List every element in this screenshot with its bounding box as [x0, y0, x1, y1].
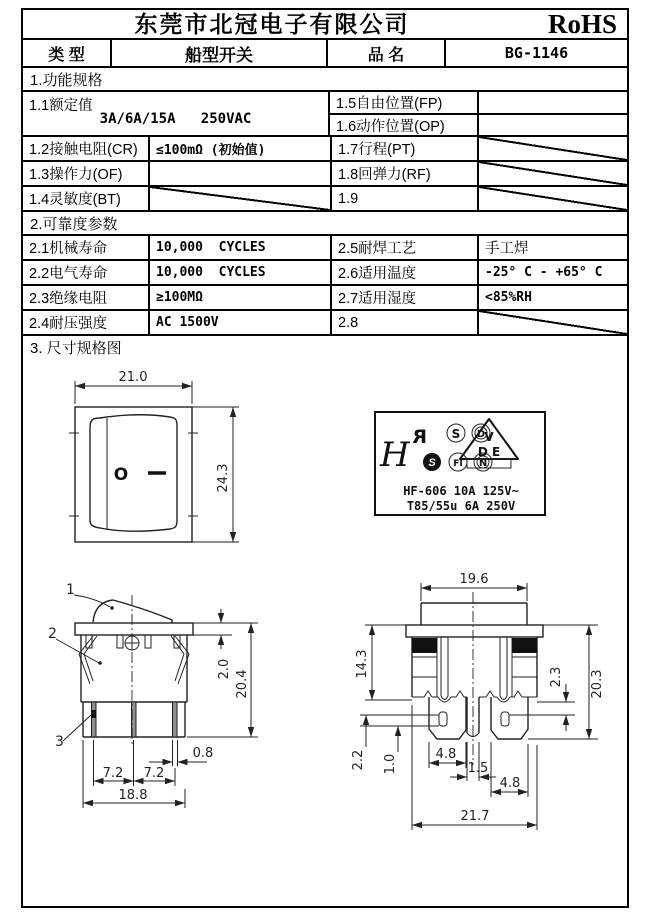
- front-view-drawing: [69, 370, 239, 542]
- reliability-row-1: [23, 236, 627, 261]
- demko-icon: D: [476, 429, 486, 440]
- ul-recognized-icon: R: [412, 426, 427, 448]
- end-view-drawing: [351, 572, 605, 830]
- rocker-off-marking: O: [113, 465, 129, 485]
- rf-value-slash: [477, 162, 627, 185]
- pitch-left-dim: 7.2: [102, 766, 124, 781]
- callout-2: 2: [48, 626, 57, 642]
- rated-row: [23, 92, 627, 137]
- pt-value-slash: [477, 137, 627, 160]
- solder-value: 手工焊: [477, 236, 627, 259]
- pitch-right-dim: 7.2: [143, 766, 165, 781]
- section1-title: 1.功能规格: [23, 68, 627, 92]
- side-height-dim: 20.4: [235, 669, 250, 699]
- op-value: [477, 115, 627, 136]
- snap-clip-right: [512, 638, 537, 653]
- tab-left-width-dim: 4.8: [435, 747, 457, 762]
- actuator-width-dim: 19.6: [459, 572, 489, 587]
- hole-offset-dim: 2.2: [351, 749, 366, 771]
- fp-op-cells: [330, 92, 627, 135]
- mech-life-label: 2.1机械寿命: [29, 241, 108, 257]
- header-row: [23, 10, 627, 40]
- pt-label: 1.7行程(PT): [330, 137, 477, 160]
- svg-text:V: V: [484, 430, 494, 444]
- temp-value: -25° C - +65° C: [477, 261, 627, 284]
- reliability-row-2: [23, 261, 627, 286]
- cert-rating-line2: T85/55u 6A 250V: [406, 499, 516, 513]
- cr-value: ≤100mΩ (初始值): [148, 137, 330, 160]
- of-label: 1.3操作力(OF): [29, 167, 123, 183]
- certification-marks: [375, 412, 545, 515]
- solder-label: 2.5耐焊工艺: [330, 236, 477, 259]
- front-height-dim: 24.3: [216, 463, 231, 493]
- op-label: 1.6动作位置(OP): [336, 119, 445, 135]
- nemko-icon: N: [478, 458, 488, 469]
- name-value: BG-1146: [444, 40, 627, 66]
- bt-19-row: [23, 187, 627, 212]
- rf-label: 1.8回弹力(RF): [330, 162, 477, 185]
- side-view-drawing: [48, 582, 258, 808]
- tab-right-width-dim: 4.8: [499, 776, 521, 791]
- body-width-dim: 18.8: [118, 788, 148, 803]
- bt-label: 1.4灵敏度(BT): [29, 192, 121, 208]
- insulation-value: ≥100MΩ: [148, 286, 330, 309]
- bt-value-slash: [148, 187, 330, 210]
- item19-label: 1.9: [330, 187, 477, 210]
- elec-life-value: 10,000 CYCLES: [148, 261, 330, 284]
- withstand-value: AC 1500V: [148, 311, 330, 334]
- cr-label: 1.2接触电阻(CR): [29, 142, 138, 158]
- rated-value: 3A/6A/15A 250VAC: [99, 111, 252, 127]
- op-row: [330, 115, 627, 136]
- fp-label: 1.5自由位置(FP): [336, 96, 443, 112]
- of-value: [148, 162, 330, 185]
- humidity-label: 2.7适用湿度: [330, 286, 477, 309]
- flange-thickness-dim: 2.0: [217, 658, 232, 680]
- elec-life-label: 2.2电气寿命: [29, 266, 108, 282]
- insulation-label: 2.3绝缘电阻: [29, 291, 108, 307]
- h-approval-icon: H: [380, 435, 410, 475]
- semko-icon: S: [451, 427, 461, 441]
- hole-height-dim: 1.0: [383, 753, 398, 775]
- reliability-row-3: [23, 286, 627, 311]
- item28-label: 2.8: [330, 311, 477, 334]
- reliability-row-4: [23, 311, 627, 336]
- fp-row: [330, 92, 627, 115]
- end-total-width-dim: 21.7: [460, 809, 490, 824]
- slot-width-dim: 1.5: [467, 761, 489, 776]
- section2-title: 2.可靠度参数: [23, 212, 627, 236]
- fimko-icon: FI: [453, 459, 463, 469]
- rated-label: 1.1额定值: [29, 98, 93, 114]
- front-width-dim: 21.0: [118, 370, 148, 385]
- product-row: [23, 40, 627, 68]
- snap-clip-left: [412, 638, 437, 653]
- mech-life-value: 10,000 CYCLES: [148, 236, 330, 259]
- end-total-height-dim: 20.3: [590, 669, 605, 699]
- temp-label: 2.6适用温度: [330, 261, 477, 284]
- rated-cell: [23, 92, 330, 135]
- end-body-height-dim: 14.3: [355, 649, 370, 679]
- callout-1: 1: [66, 582, 75, 598]
- fp-value: [477, 92, 627, 113]
- svg-text:D E: D E: [477, 445, 501, 459]
- company-name: 东莞市北冠电子有限公司: [134, 11, 410, 37]
- humidity-value: <85%RH: [477, 286, 627, 309]
- of-rf-row: [23, 162, 627, 187]
- callout-3: 3: [55, 734, 64, 750]
- pin-thickness-dim: 0.8: [192, 746, 214, 761]
- cert-rating-line1: HF-606 10A 125V~: [403, 484, 519, 498]
- filled-cert-letter: S: [428, 457, 436, 469]
- cr-pt-row: [23, 137, 627, 162]
- rohs-badge: RoHS: [547, 9, 617, 39]
- dimension-drawings: [23, 359, 627, 906]
- section3-title: 3. 尺寸规格图: [30, 340, 122, 357]
- document-frame: [21, 8, 629, 908]
- type-value: 船型开关: [110, 40, 326, 66]
- name-label: 品 名: [326, 40, 444, 66]
- item28-value-slash: [477, 311, 627, 334]
- type-label: 类 型: [48, 46, 85, 64]
- item19-value-slash: [477, 187, 627, 210]
- clip-depth-dim: 2.3: [549, 666, 564, 688]
- withstand-label: 2.4耐压强度: [29, 316, 108, 332]
